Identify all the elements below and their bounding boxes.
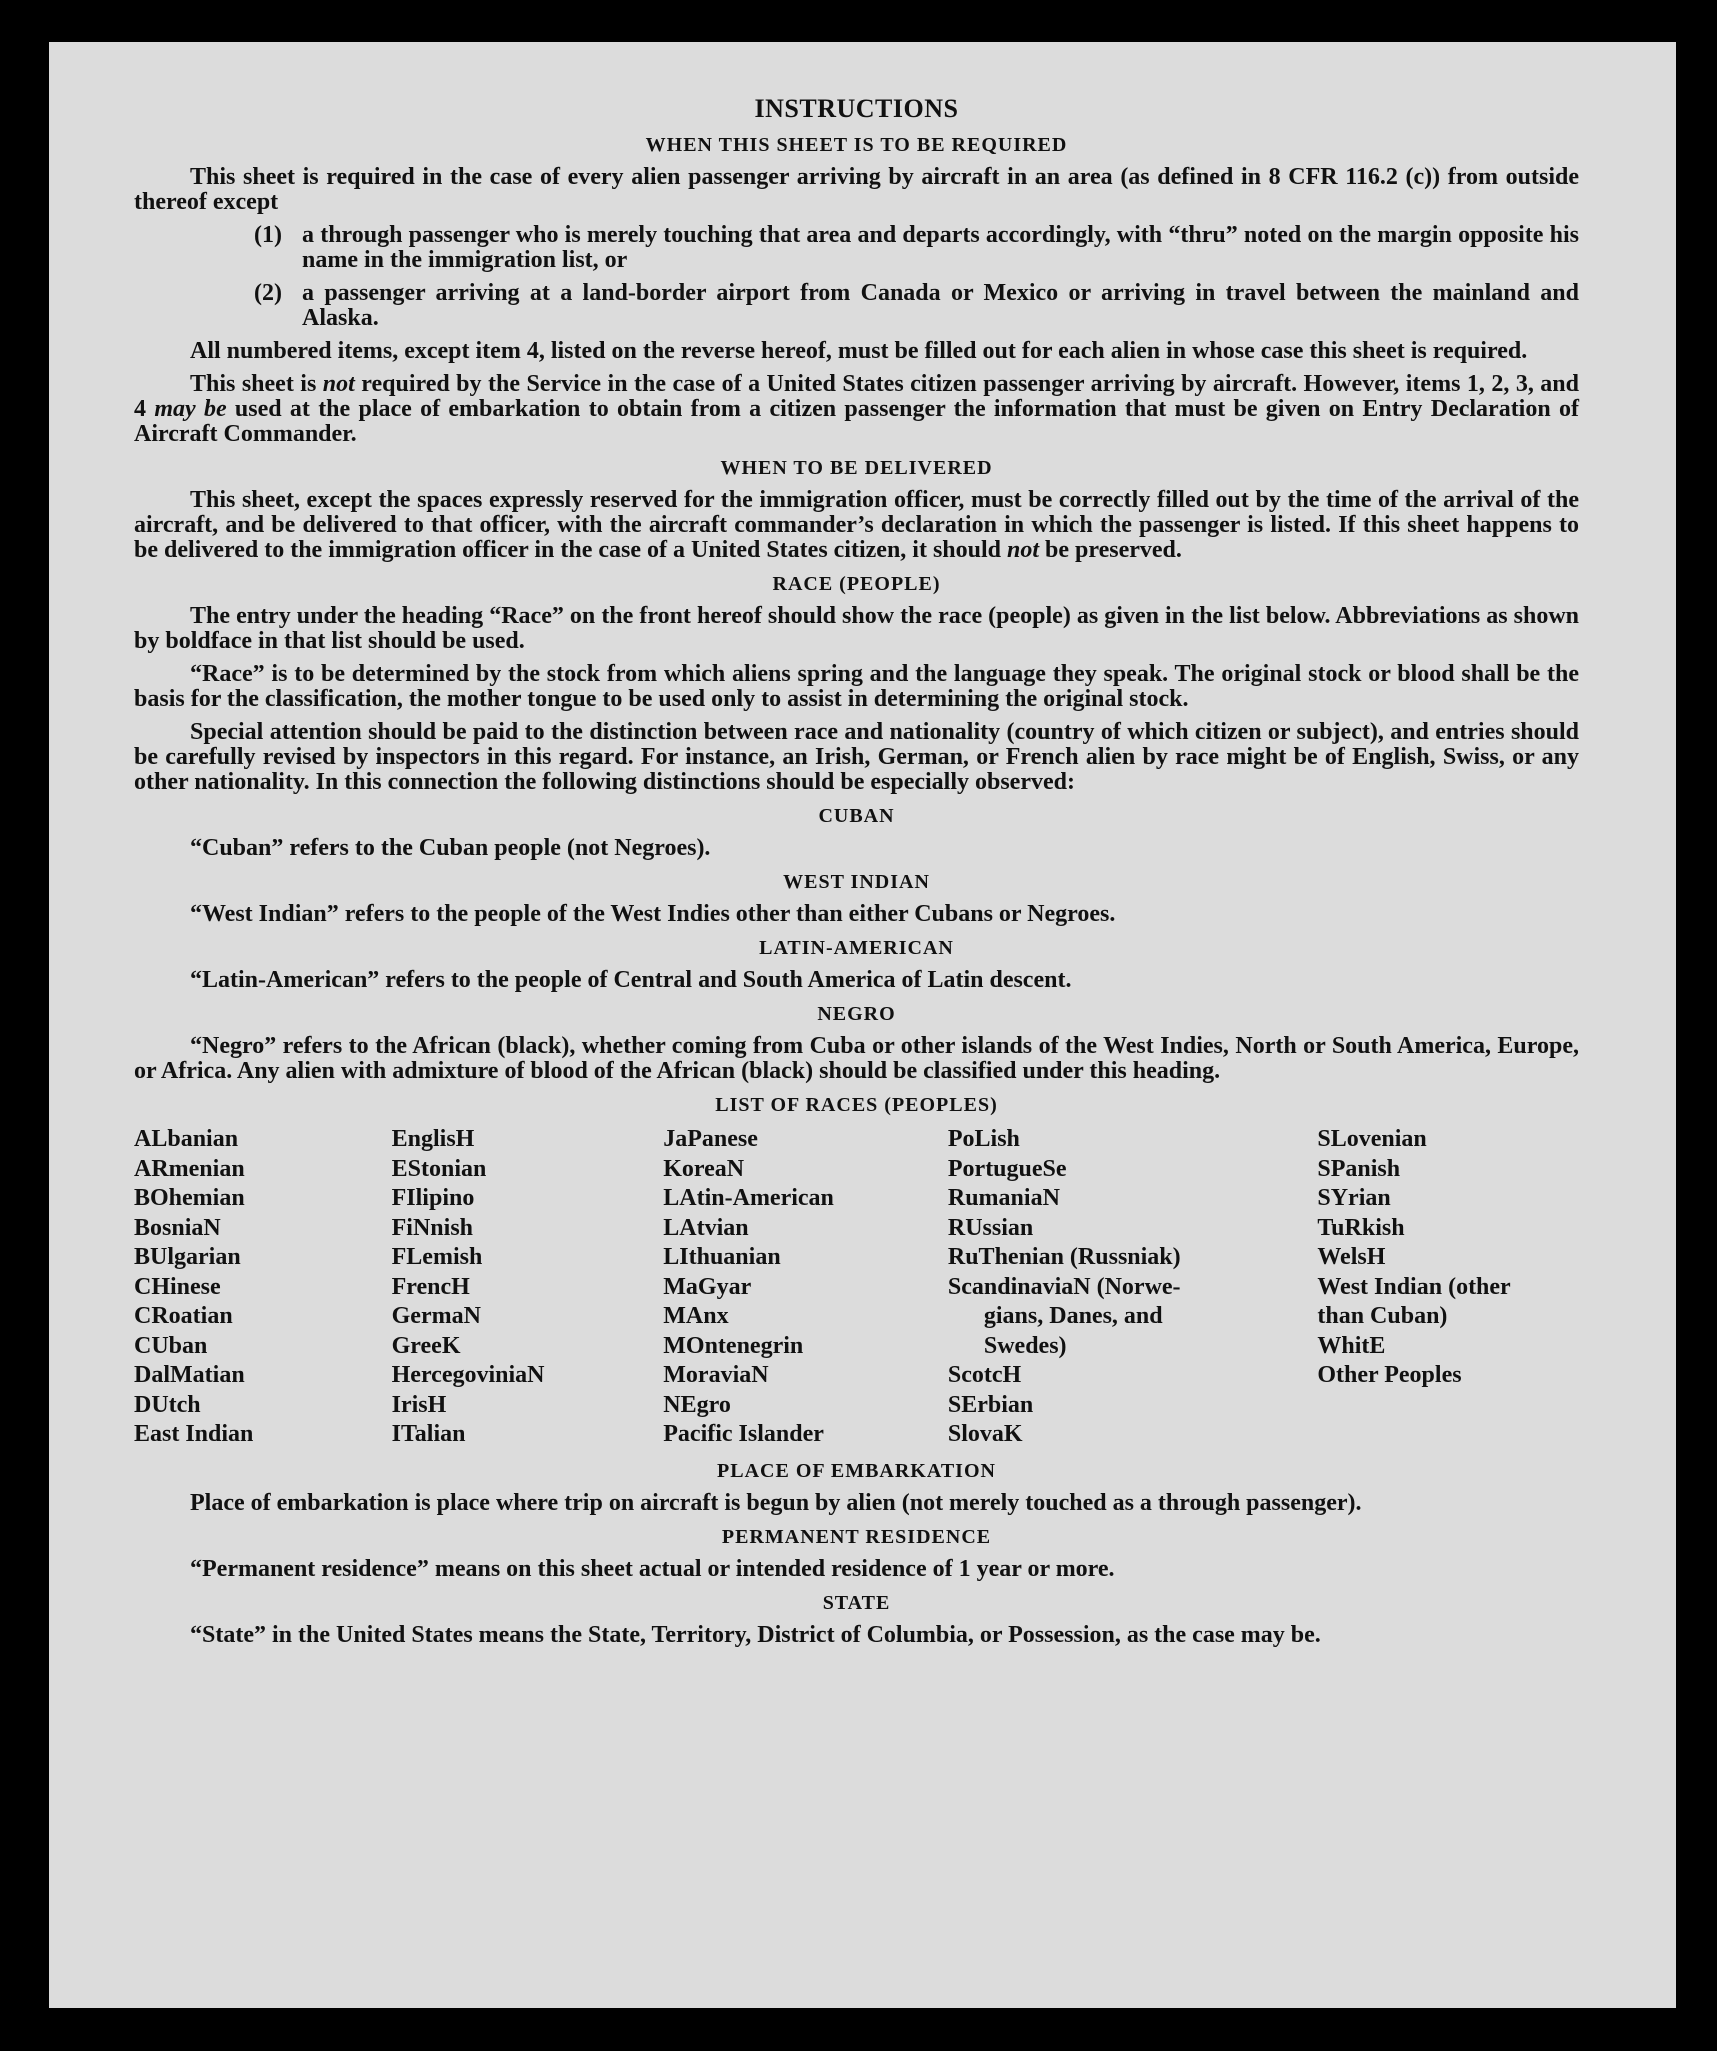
race-entry: ScotcH [947, 1362, 1022, 1388]
heading-race: RACE (PEOPLE) [772, 573, 941, 595]
race-entry: FLemish [391, 1244, 483, 1270]
exception-number: (1) [254, 222, 282, 248]
race-entry: EStonian [391, 1155, 487, 1182]
delivery-paragraph [134, 488, 1579, 563]
race-entry: CUban [134, 1332, 208, 1359]
document-content [134, 94, 1579, 1656]
race-entry: Pacific Islander [663, 1421, 824, 1447]
race-entry: GermaN [391, 1303, 481, 1329]
race-entry: LAtvian [663, 1214, 749, 1241]
race-entry: CHinese [134, 1273, 221, 1300]
emphasis-may-be: may be [154, 396, 227, 422]
race-entry: SlovaK [947, 1421, 1023, 1447]
race-entry: West Indian (other [1317, 1273, 1511, 1300]
delivery-text: be preserved. [1039, 537, 1182, 563]
race-entry: ALbanian [134, 1126, 239, 1152]
race-entry-continued: gians, Danes, and [983, 1303, 1163, 1329]
heading-state: STATE [822, 1591, 891, 1614]
heading-list-of-races: LIST OF RACES (PEOPLES) [715, 1094, 998, 1116]
race-entry: TuRkish [1317, 1214, 1405, 1241]
residence-definition: “Permanent residence” means on this sheet actual or intended residence of 1 year or more. [190, 1555, 1115, 1582]
race-entry: MOntenegrin [663, 1332, 804, 1359]
races-column-2 [392, 1125, 664, 1450]
race-entry: ScandinaviaN (Norwe- [947, 1273, 1181, 1300]
race-entry: BUlgarian [134, 1244, 241, 1270]
race-entry-continued: Swedes) [983, 1332, 1067, 1359]
citizen-text: This sheet is [190, 371, 323, 397]
race-entry: IrisH [391, 1391, 447, 1418]
race-entry: HercegoviniaN [391, 1362, 545, 1388]
race-entry: MaGyar [663, 1273, 752, 1300]
race-entry: FrencH [391, 1273, 470, 1300]
races-column-4 [948, 1125, 1317, 1450]
races-column-5 [1317, 1125, 1579, 1450]
emphasis-not: not [1007, 537, 1040, 563]
page-title: INSTRUCTIONS [754, 94, 959, 123]
exception-text: a passenger arriving at a land-border airport from Canada or Mexico or arriving in travel between the mainland and Alaska. [302, 280, 1579, 331]
race-entry: JaPanese [663, 1126, 758, 1152]
when-required-intro: This sheet is required in the case of every alien passenger arriving by aircraft in an area (as defined in 8 CFR 116.2 (c)) from outside thereof except [134, 164, 1579, 215]
race-entry: EnglisH [391, 1126, 475, 1152]
west-indian-definition: “West Indian” refers to the people of the West Indies other than either Cubans or Negroes. [190, 901, 1116, 927]
cuban-definition: “Cuban” refers to the Cuban people (not Negroes). [190, 835, 711, 861]
race-paragraph: “Race” is to be determined by the stock from which aliens spring and the language they speak. The original stock or blood shall be the basis for the classification, the mother tongue to be used only to assist in determining the original stock. [134, 661, 1579, 712]
race-entry-continued: than Cuban) [1317, 1303, 1448, 1329]
state-definition: “State” in the United States means the State, Territory, District of Columbia, or Possession, as the case may be. [190, 1621, 1321, 1648]
exception-text: a through passenger who is merely touching that area and departs accordingly, with “thru” noted on the margin opposite his name in the immigration list, or [302, 222, 1579, 273]
race-entry: East Indian [134, 1421, 254, 1447]
race-entry: BOhemian [134, 1185, 245, 1211]
heading-west-indian: WEST INDIAN [783, 871, 930, 893]
race-entry: MAnx [663, 1303, 729, 1329]
heading-when-delivered: WHEN TO BE DELIVERED [720, 457, 993, 479]
citizen-text: required by the Service in the case of a United States citizen passenger arriving by aircraft. However, items 1, 2, 3, and 4 [134, 371, 1579, 422]
heading-when-required: WHEN THIS SHEET IS TO BE REQUIRED [645, 134, 1068, 156]
race-entry: MoraviaN [663, 1362, 769, 1388]
emphasis-not: not [322, 371, 355, 397]
race-entry: PortugueSe [947, 1155, 1067, 1182]
race-entry: KoreaN [663, 1155, 745, 1182]
races-column-1 [134, 1125, 392, 1450]
citizen-paragraph [134, 372, 1579, 447]
race-entry: BosniaN [134, 1214, 221, 1241]
races-list [134, 1125, 1579, 1450]
exception-item [254, 223, 1579, 273]
race-entry: RumaniaN [947, 1185, 1060, 1211]
race-entry: ARmenian [134, 1155, 245, 1182]
race-entry: LIthuanian [663, 1244, 781, 1270]
race-paragraph: Special attention should be paid to the distinction between race and nationality (country of which citizen or subject), and entries should be carefully revised by inspectors in this regard. For instance, an Irish, German, or French alien by race might be of English, Swiss, or any other nationality. In this connection the following distinctions should be especially observed: [134, 719, 1579, 795]
exception-number: (2) [254, 280, 282, 306]
heading-cuban: CUBAN [818, 805, 895, 827]
delivery-text: This sheet, except the spaces expressly reserved for the immigration officer, must be correctly filled out by the time of the arrival of the aircraft, and be delivered to that officer, with the aircraft commander’s declaration in which the passenger is listed. If this sheet happens to be delivered to the immigration officer in the case of a United States citizen, it should [134, 487, 1579, 563]
race-entry: SYrian [1317, 1185, 1391, 1211]
races-column-3 [663, 1125, 948, 1450]
race-entry: RUssian [947, 1214, 1034, 1241]
race-entry: ITalian [391, 1421, 466, 1447]
heading-latin-american: LATIN-AMERICAN [759, 937, 954, 959]
race-entry: FIlipino [391, 1185, 475, 1211]
race-entry: SErbian [947, 1391, 1034, 1418]
race-entry: DUtch [134, 1391, 201, 1418]
race-entry: RuThenian (Russniak) [947, 1244, 1181, 1270]
race-entry: Other Peoples [1317, 1362, 1462, 1388]
race-entry: DalMatian [134, 1362, 245, 1388]
race-entry: SPanish [1317, 1155, 1401, 1182]
citizen-text: used at the place of embarkation to obtain from a citizen passenger the information that must be given on Entry Declaration of Aircraft Commander. [134, 396, 1579, 447]
heading-permanent-residence: PERMANENT RESIDENCE [721, 1525, 992, 1548]
race-entry: PoLish [947, 1126, 1020, 1152]
negro-definition: “Negro” refers to the African (black), whether coming from Cuba or other islands of the West Indies, North or South America, Europe, or Africa. Any alien with admixture of blood of the African (black) should be classified under this heading. [134, 1033, 1579, 1084]
latin-american-definition: “Latin-American” refers to the people of Central and South America of Latin descent. [190, 967, 1072, 993]
race-entry: NEgro [663, 1391, 731, 1418]
numbered-items-paragraph: All numbered items, except item 4, listed on the reverse hereof, must be filled out for each alien in whose case this sheet is required. [190, 338, 1528, 364]
race-entry: CRoatian [134, 1303, 233, 1329]
race-entry: FiNnish [391, 1214, 474, 1241]
embarkation-definition: Place of embarkation is place where trip on aircraft is begun by alien (not merely touched as a through passenger). [190, 1489, 1362, 1516]
race-entry: GreeK [391, 1332, 461, 1359]
heading-embarkation: PLACE OF EMBARKATION [717, 1459, 996, 1482]
document-sheet [49, 42, 1676, 2008]
exception-item [254, 281, 1579, 331]
heading-negro: NEGRO [817, 1003, 896, 1025]
race-paragraph: The entry under the heading “Race” on the front hereof should show the race (people) as given in the list below. Abbreviations as shown by boldface in that list should be used. [134, 603, 1579, 654]
race-entry: SLovenian [1317, 1126, 1427, 1152]
race-entry: WelsH [1317, 1244, 1386, 1270]
race-entry: LAtin-American [663, 1185, 834, 1211]
race-entry: WhitE [1317, 1332, 1386, 1359]
